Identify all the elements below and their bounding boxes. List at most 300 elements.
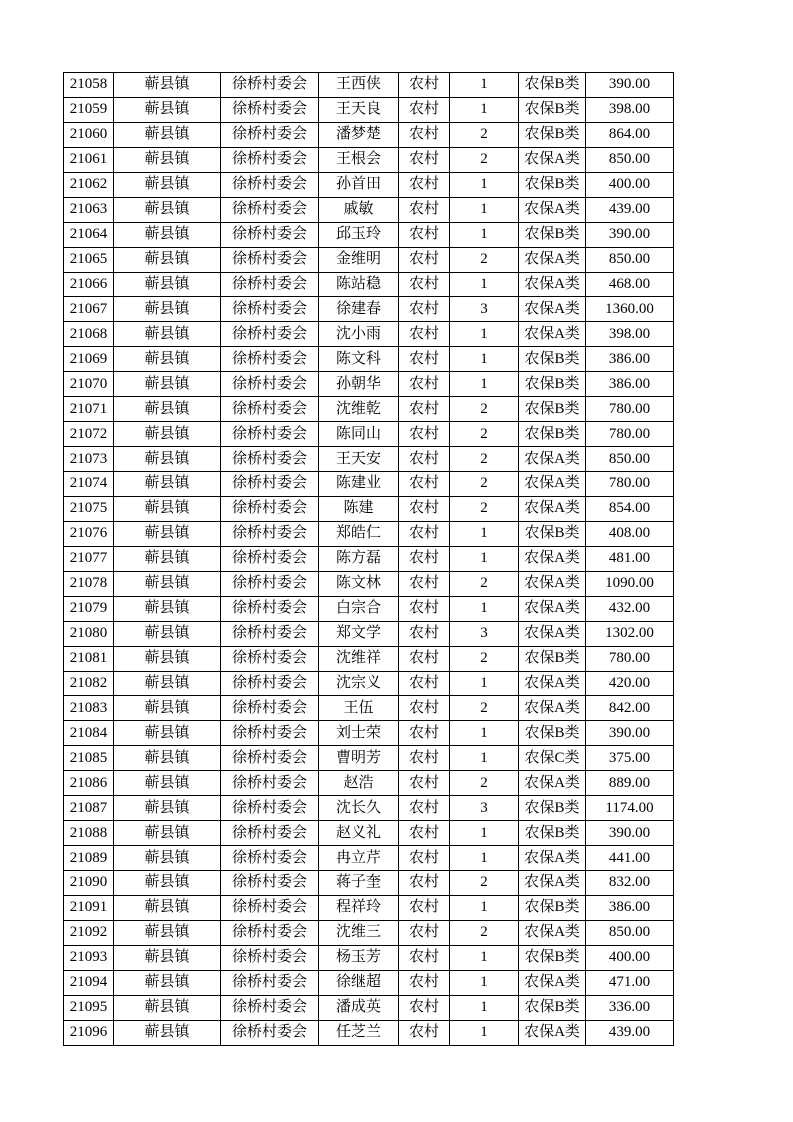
cell-serial-number: 21063 xyxy=(64,197,114,222)
cell-person-name: 冉立芹 xyxy=(319,846,399,871)
cell-serial-number: 21069 xyxy=(64,347,114,372)
cell-insurance-category: 农保A类 xyxy=(519,447,586,472)
cell-village-committee: 徐桥村委会 xyxy=(221,970,319,995)
cell-amount: 386.00 xyxy=(586,895,674,920)
cell-amount: 780.00 xyxy=(586,472,674,497)
cell-serial-number: 21066 xyxy=(64,272,114,297)
cell-village-committee: 徐桥村委会 xyxy=(221,771,319,796)
cell-village-committee: 徐桥村委会 xyxy=(221,397,319,422)
cell-residence-type: 农村 xyxy=(399,945,450,970)
table-row xyxy=(64,746,674,771)
cell-amount: 390.00 xyxy=(586,73,674,98)
cell-insurance-category: 农保B类 xyxy=(519,222,586,247)
cell-serial-number: 21092 xyxy=(64,920,114,945)
cell-person-name: 沈长久 xyxy=(319,796,399,821)
cell-person-name: 徐建春 xyxy=(319,297,399,322)
cell-insurance-category: 农保B类 xyxy=(519,895,586,920)
cell-insurance-category: 农保A类 xyxy=(519,596,586,621)
cell-serial-number: 21065 xyxy=(64,247,114,272)
cell-person-count: 1 xyxy=(450,945,519,970)
cell-village-committee: 徐桥村委会 xyxy=(221,596,319,621)
cell-village-committee: 徐桥村委会 xyxy=(221,621,319,646)
cell-person-count: 1 xyxy=(450,546,519,571)
cell-insurance-category: 农保B类 xyxy=(519,821,586,846)
table-row xyxy=(64,97,674,122)
cell-person-count: 2 xyxy=(450,496,519,521)
cell-person-name: 赵义礼 xyxy=(319,821,399,846)
cell-serial-number: 21078 xyxy=(64,571,114,596)
cell-insurance-category: 农保C类 xyxy=(519,746,586,771)
cell-town: 蕲县镇 xyxy=(114,995,221,1020)
cell-person-name: 王天安 xyxy=(319,447,399,472)
cell-village-committee: 徐桥村委会 xyxy=(221,297,319,322)
cell-residence-type: 农村 xyxy=(399,147,450,172)
cell-person-name: 潘成英 xyxy=(319,995,399,1020)
cell-village-committee: 徐桥村委会 xyxy=(221,122,319,147)
cell-village-committee: 徐桥村委会 xyxy=(221,696,319,721)
cell-insurance-category: 农保A类 xyxy=(519,871,586,896)
cell-residence-type: 农村 xyxy=(399,970,450,995)
cell-person-name: 沈维乾 xyxy=(319,397,399,422)
cell-insurance-category: 农保A类 xyxy=(519,920,586,945)
cell-amount: 390.00 xyxy=(586,222,674,247)
cell-village-committee: 徐桥村委会 xyxy=(221,197,319,222)
cell-insurance-category: 农保A类 xyxy=(519,297,586,322)
table-row xyxy=(64,347,674,372)
cell-town: 蕲县镇 xyxy=(114,546,221,571)
cell-person-name: 陈文林 xyxy=(319,571,399,596)
cell-residence-type: 农村 xyxy=(399,472,450,497)
cell-amount: 386.00 xyxy=(586,372,674,397)
cell-amount: 854.00 xyxy=(586,496,674,521)
cell-town: 蕲县镇 xyxy=(114,97,221,122)
table-row xyxy=(64,846,674,871)
cell-serial-number: 21064 xyxy=(64,222,114,247)
cell-town: 蕲县镇 xyxy=(114,771,221,796)
cell-serial-number: 21074 xyxy=(64,472,114,497)
cell-residence-type: 农村 xyxy=(399,596,450,621)
cell-village-committee: 徐桥村委会 xyxy=(221,721,319,746)
cell-amount: 850.00 xyxy=(586,147,674,172)
cell-person-count: 2 xyxy=(450,247,519,272)
cell-village-committee: 徐桥村委会 xyxy=(221,172,319,197)
cell-insurance-category: 农保A类 xyxy=(519,546,586,571)
cell-amount: 842.00 xyxy=(586,696,674,721)
cell-village-committee: 徐桥村委会 xyxy=(221,871,319,896)
cell-town: 蕲县镇 xyxy=(114,322,221,347)
table-row xyxy=(64,621,674,646)
cell-insurance-category: 农保A类 xyxy=(519,970,586,995)
cell-serial-number: 21059 xyxy=(64,97,114,122)
cell-person-name: 杨玉芳 xyxy=(319,945,399,970)
cell-residence-type: 农村 xyxy=(399,846,450,871)
cell-person-name: 金维明 xyxy=(319,247,399,272)
cell-residence-type: 农村 xyxy=(399,347,450,372)
cell-insurance-category: 农保A类 xyxy=(519,621,586,646)
table-row xyxy=(64,821,674,846)
cell-insurance-category: 农保B类 xyxy=(519,372,586,397)
cell-serial-number: 21073 xyxy=(64,447,114,472)
cell-person-count: 1 xyxy=(450,347,519,372)
cell-amount: 439.00 xyxy=(586,197,674,222)
cell-serial-number: 21071 xyxy=(64,397,114,422)
cell-person-name: 沈小雨 xyxy=(319,322,399,347)
cell-person-count: 2 xyxy=(450,147,519,172)
cell-village-committee: 徐桥村委会 xyxy=(221,746,319,771)
cell-person-count: 1 xyxy=(450,970,519,995)
cell-person-name: 邱玉玲 xyxy=(319,222,399,247)
cell-insurance-category: 农保A类 xyxy=(519,696,586,721)
cell-village-committee: 徐桥村委会 xyxy=(221,646,319,671)
cell-residence-type: 农村 xyxy=(399,671,450,696)
cell-town: 蕲县镇 xyxy=(114,1020,221,1045)
cell-serial-number: 21076 xyxy=(64,521,114,546)
cell-village-committee: 徐桥村委会 xyxy=(221,920,319,945)
cell-serial-number: 21060 xyxy=(64,122,114,147)
cell-person-count: 1 xyxy=(450,846,519,871)
cell-serial-number: 21083 xyxy=(64,696,114,721)
cell-insurance-category: 农保A类 xyxy=(519,1020,586,1045)
table-row xyxy=(64,771,674,796)
cell-person-name: 任芝兰 xyxy=(319,1020,399,1045)
cell-person-name: 戚敏 xyxy=(319,197,399,222)
cell-town: 蕲县镇 xyxy=(114,272,221,297)
table-row xyxy=(64,546,674,571)
cell-village-committee: 徐桥村委会 xyxy=(221,1020,319,1045)
cell-insurance-category: 农保A类 xyxy=(519,272,586,297)
cell-amount: 850.00 xyxy=(586,247,674,272)
table-row xyxy=(64,147,674,172)
cell-amount: 864.00 xyxy=(586,122,674,147)
cell-person-name: 赵浩 xyxy=(319,771,399,796)
cell-person-name: 刘士荣 xyxy=(319,721,399,746)
cell-residence-type: 农村 xyxy=(399,222,450,247)
cell-village-committee: 徐桥村委会 xyxy=(221,521,319,546)
cell-person-count: 1 xyxy=(450,671,519,696)
cell-person-name: 陈建 xyxy=(319,496,399,521)
cell-serial-number: 21062 xyxy=(64,172,114,197)
cell-person-name: 陈建业 xyxy=(319,472,399,497)
cell-residence-type: 农村 xyxy=(399,771,450,796)
cell-serial-number: 21089 xyxy=(64,846,114,871)
cell-person-count: 1 xyxy=(450,596,519,621)
table-row xyxy=(64,970,674,995)
cell-serial-number: 21091 xyxy=(64,895,114,920)
cell-serial-number: 21077 xyxy=(64,546,114,571)
cell-amount: 1174.00 xyxy=(586,796,674,821)
cell-residence-type: 农村 xyxy=(399,372,450,397)
cell-residence-type: 农村 xyxy=(399,322,450,347)
cell-residence-type: 农村 xyxy=(399,821,450,846)
cell-person-count: 1 xyxy=(450,73,519,98)
cell-insurance-category: 农保B类 xyxy=(519,122,586,147)
cell-residence-type: 农村 xyxy=(399,521,450,546)
cell-person-name: 孙首田 xyxy=(319,172,399,197)
cell-town: 蕲县镇 xyxy=(114,496,221,521)
cell-town: 蕲县镇 xyxy=(114,746,221,771)
cell-serial-number: 21061 xyxy=(64,147,114,172)
cell-village-committee: 徐桥村委会 xyxy=(221,995,319,1020)
cell-town: 蕲县镇 xyxy=(114,671,221,696)
cell-person-name: 孙朝华 xyxy=(319,372,399,397)
cell-person-count: 2 xyxy=(450,472,519,497)
cell-serial-number: 21084 xyxy=(64,721,114,746)
cell-insurance-category: 农保A类 xyxy=(519,472,586,497)
cell-person-count: 1 xyxy=(450,746,519,771)
table-row xyxy=(64,297,674,322)
cell-village-committee: 徐桥村委会 xyxy=(221,272,319,297)
cell-amount: 336.00 xyxy=(586,995,674,1020)
cell-insurance-category: 农保B类 xyxy=(519,646,586,671)
cell-person-name: 潘梦楚 xyxy=(319,122,399,147)
table-row xyxy=(64,945,674,970)
cell-residence-type: 农村 xyxy=(399,297,450,322)
cell-amount: 850.00 xyxy=(586,920,674,945)
cell-residence-type: 农村 xyxy=(399,995,450,1020)
cell-person-name: 陈同山 xyxy=(319,422,399,447)
cell-person-count: 1 xyxy=(450,197,519,222)
cell-serial-number: 21067 xyxy=(64,297,114,322)
cell-serial-number: 21095 xyxy=(64,995,114,1020)
cell-residence-type: 农村 xyxy=(399,122,450,147)
table-row xyxy=(64,422,674,447)
cell-town: 蕲县镇 xyxy=(114,122,221,147)
cell-person-count: 2 xyxy=(450,696,519,721)
cell-insurance-category: 农保B类 xyxy=(519,721,586,746)
cell-village-committee: 徐桥村委会 xyxy=(221,147,319,172)
cell-town: 蕲县镇 xyxy=(114,821,221,846)
cell-person-name: 王天良 xyxy=(319,97,399,122)
cell-residence-type: 农村 xyxy=(399,721,450,746)
cell-insurance-category: 农保A类 xyxy=(519,197,586,222)
cell-person-name: 沈维三 xyxy=(319,920,399,945)
cell-village-committee: 徐桥村委会 xyxy=(221,247,319,272)
cell-serial-number: 21080 xyxy=(64,621,114,646)
cell-amount: 832.00 xyxy=(586,871,674,896)
cell-person-count: 1 xyxy=(450,521,519,546)
cell-person-count: 2 xyxy=(450,422,519,447)
table-row xyxy=(64,1020,674,1045)
cell-serial-number: 21090 xyxy=(64,871,114,896)
cell-residence-type: 农村 xyxy=(399,197,450,222)
cell-insurance-category: 农保B类 xyxy=(519,422,586,447)
cell-insurance-category: 农保A类 xyxy=(519,247,586,272)
cell-village-committee: 徐桥村委会 xyxy=(221,671,319,696)
cell-person-count: 2 xyxy=(450,397,519,422)
cell-residence-type: 农村 xyxy=(399,422,450,447)
cell-amount: 400.00 xyxy=(586,172,674,197)
table-row xyxy=(64,272,674,297)
cell-town: 蕲县镇 xyxy=(114,472,221,497)
cell-amount: 398.00 xyxy=(586,97,674,122)
cell-person-count: 1 xyxy=(450,895,519,920)
table-row xyxy=(64,646,674,671)
cell-insurance-category: 农保B类 xyxy=(519,347,586,372)
cell-serial-number: 21086 xyxy=(64,771,114,796)
cell-village-committee: 徐桥村委会 xyxy=(221,422,319,447)
cell-residence-type: 农村 xyxy=(399,895,450,920)
cell-serial-number: 21088 xyxy=(64,821,114,846)
cell-town: 蕲县镇 xyxy=(114,871,221,896)
cell-insurance-category: 农保B类 xyxy=(519,73,586,98)
cell-serial-number: 21093 xyxy=(64,945,114,970)
cell-town: 蕲县镇 xyxy=(114,347,221,372)
cell-town: 蕲县镇 xyxy=(114,571,221,596)
cell-person-count: 2 xyxy=(450,646,519,671)
cell-amount: 375.00 xyxy=(586,746,674,771)
cell-residence-type: 农村 xyxy=(399,871,450,896)
cell-village-committee: 徐桥村委会 xyxy=(221,821,319,846)
cell-residence-type: 农村 xyxy=(399,73,450,98)
cell-town: 蕲县镇 xyxy=(114,521,221,546)
cell-town: 蕲县镇 xyxy=(114,172,221,197)
cell-insurance-category: 农保A类 xyxy=(519,322,586,347)
cell-amount: 780.00 xyxy=(586,397,674,422)
cell-village-committee: 徐桥村委会 xyxy=(221,496,319,521)
cell-amount: 439.00 xyxy=(586,1020,674,1045)
cell-person-name: 蒋子奎 xyxy=(319,871,399,896)
cell-amount: 420.00 xyxy=(586,671,674,696)
cell-town: 蕲县镇 xyxy=(114,621,221,646)
cell-serial-number: 21070 xyxy=(64,372,114,397)
table-row xyxy=(64,122,674,147)
table-row xyxy=(64,197,674,222)
cell-person-count: 2 xyxy=(450,447,519,472)
cell-amount: 481.00 xyxy=(586,546,674,571)
cell-insurance-category: 农保B类 xyxy=(519,97,586,122)
cell-amount: 1302.00 xyxy=(586,621,674,646)
cell-insurance-category: 农保A类 xyxy=(519,147,586,172)
cell-village-committee: 徐桥村委会 xyxy=(221,222,319,247)
cell-village-committee: 徐桥村委会 xyxy=(221,895,319,920)
table-row xyxy=(64,496,674,521)
cell-amount: 1360.00 xyxy=(586,297,674,322)
cell-residence-type: 农村 xyxy=(399,496,450,521)
cell-residence-type: 农村 xyxy=(399,746,450,771)
cell-serial-number: 21058 xyxy=(64,73,114,98)
cell-town: 蕲县镇 xyxy=(114,372,221,397)
cell-village-committee: 徐桥村委会 xyxy=(221,945,319,970)
table-row xyxy=(64,472,674,497)
cell-town: 蕲县镇 xyxy=(114,721,221,746)
cell-town: 蕲县镇 xyxy=(114,646,221,671)
cell-person-count: 1 xyxy=(450,272,519,297)
table-row xyxy=(64,172,674,197)
cell-person-count: 1 xyxy=(450,1020,519,1045)
cell-serial-number: 21094 xyxy=(64,970,114,995)
cell-village-committee: 徐桥村委会 xyxy=(221,571,319,596)
cell-amount: 780.00 xyxy=(586,422,674,447)
cell-person-name: 陈方磊 xyxy=(319,546,399,571)
cell-person-count: 3 xyxy=(450,297,519,322)
cell-town: 蕲县镇 xyxy=(114,397,221,422)
cell-village-committee: 徐桥村委会 xyxy=(221,447,319,472)
cell-village-committee: 徐桥村委会 xyxy=(221,796,319,821)
cell-village-committee: 徐桥村委会 xyxy=(221,846,319,871)
cell-amount: 408.00 xyxy=(586,521,674,546)
table-row xyxy=(64,796,674,821)
cell-village-committee: 徐桥村委会 xyxy=(221,73,319,98)
cell-residence-type: 农村 xyxy=(399,397,450,422)
cell-person-count: 2 xyxy=(450,920,519,945)
table-body xyxy=(64,73,674,1046)
cell-person-count: 1 xyxy=(450,222,519,247)
cell-residence-type: 农村 xyxy=(399,447,450,472)
cell-residence-type: 农村 xyxy=(399,571,450,596)
cell-serial-number: 21087 xyxy=(64,796,114,821)
cell-amount: 400.00 xyxy=(586,945,674,970)
cell-town: 蕲县镇 xyxy=(114,596,221,621)
cell-town: 蕲县镇 xyxy=(114,796,221,821)
cell-amount: 398.00 xyxy=(586,322,674,347)
cell-town: 蕲县镇 xyxy=(114,247,221,272)
table-row xyxy=(64,247,674,272)
cell-insurance-category: 农保A类 xyxy=(519,846,586,871)
cell-person-count: 2 xyxy=(450,771,519,796)
cell-person-name: 王伍 xyxy=(319,696,399,721)
table-row xyxy=(64,721,674,746)
cell-residence-type: 农村 xyxy=(399,646,450,671)
cell-person-count: 1 xyxy=(450,721,519,746)
cell-insurance-category: 农保B类 xyxy=(519,796,586,821)
cell-insurance-category: 农保B类 xyxy=(519,995,586,1020)
cell-town: 蕲县镇 xyxy=(114,846,221,871)
table-row xyxy=(64,596,674,621)
cell-amount: 386.00 xyxy=(586,347,674,372)
cell-insurance-category: 农保A类 xyxy=(519,571,586,596)
cell-person-name: 程祥玲 xyxy=(319,895,399,920)
cell-residence-type: 农村 xyxy=(399,621,450,646)
cell-residence-type: 农村 xyxy=(399,1020,450,1045)
cell-serial-number: 21082 xyxy=(64,671,114,696)
cell-village-committee: 徐桥村委会 xyxy=(221,347,319,372)
cell-person-name: 白宗合 xyxy=(319,596,399,621)
cell-insurance-category: 农保A类 xyxy=(519,496,586,521)
cell-village-committee: 徐桥村委会 xyxy=(221,322,319,347)
table-row xyxy=(64,222,674,247)
table-row xyxy=(64,397,674,422)
cell-village-committee: 徐桥村委会 xyxy=(221,546,319,571)
cell-serial-number: 21079 xyxy=(64,596,114,621)
cell-person-name: 郑皓仁 xyxy=(319,521,399,546)
cell-amount: 889.00 xyxy=(586,771,674,796)
cell-town: 蕲县镇 xyxy=(114,970,221,995)
cell-town: 蕲县镇 xyxy=(114,197,221,222)
cell-insurance-category: 农保B类 xyxy=(519,172,586,197)
cell-amount: 850.00 xyxy=(586,447,674,472)
cell-person-count: 1 xyxy=(450,995,519,1020)
table-row xyxy=(64,871,674,896)
cell-residence-type: 农村 xyxy=(399,796,450,821)
cell-person-count: 2 xyxy=(450,571,519,596)
cell-person-count: 1 xyxy=(450,372,519,397)
table-row xyxy=(64,447,674,472)
cell-serial-number: 21096 xyxy=(64,1020,114,1045)
cell-amount: 390.00 xyxy=(586,721,674,746)
cell-insurance-category: 农保A类 xyxy=(519,671,586,696)
cell-town: 蕲县镇 xyxy=(114,945,221,970)
cell-person-count: 1 xyxy=(450,97,519,122)
cell-town: 蕲县镇 xyxy=(114,447,221,472)
cell-amount: 1090.00 xyxy=(586,571,674,596)
cell-insurance-category: 农保B类 xyxy=(519,521,586,546)
cell-person-name: 沈宗义 xyxy=(319,671,399,696)
table-row xyxy=(64,895,674,920)
cell-amount: 390.00 xyxy=(586,821,674,846)
cell-residence-type: 农村 xyxy=(399,920,450,945)
cell-person-count: 1 xyxy=(450,322,519,347)
table-row xyxy=(64,521,674,546)
